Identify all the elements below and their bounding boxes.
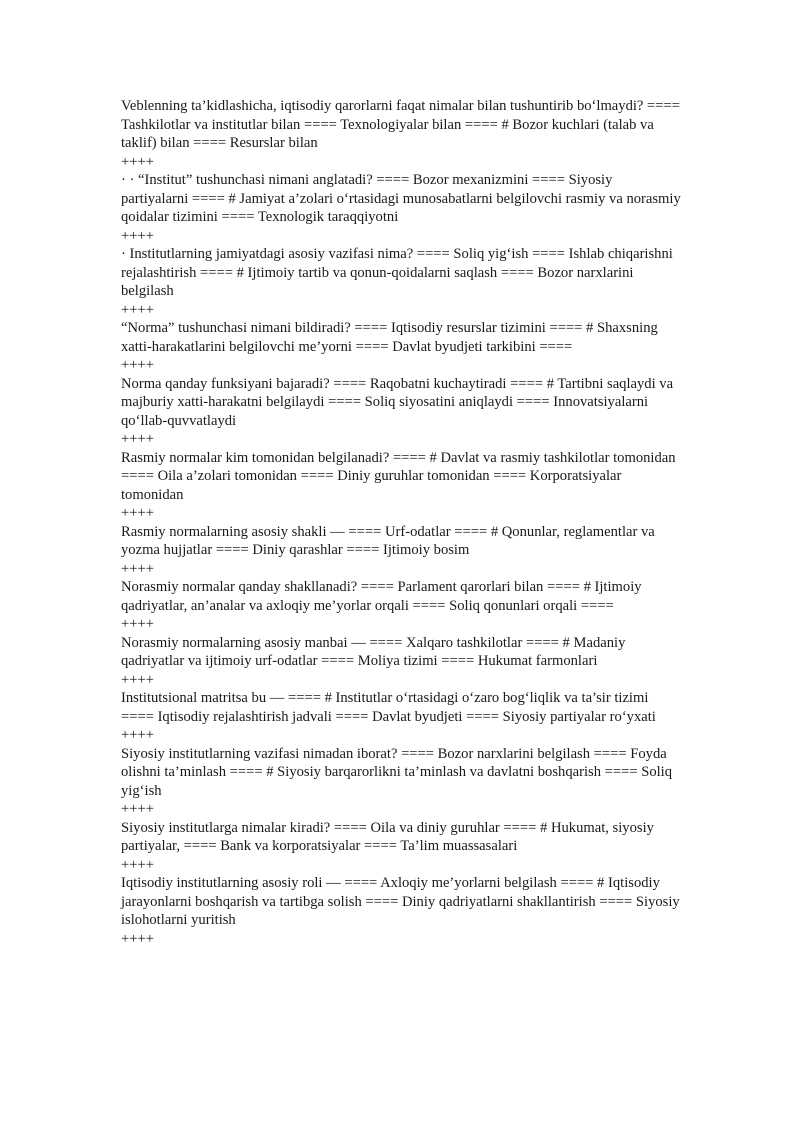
question-text: Rasmiy normalar kim tomonidan belgilanadi? ==== # Davlat va rasmiy tashkilotlar tomonidan ==== Oila a’zolari tomonidan ==== Diniy guruhlar tomonidan ==== Korporatsiyalar tomonidan: [121, 449, 676, 503]
question-text: Institutsional matritsa bu — ==== # Institutlar o‘rtasidagi o‘zaro bog‘liqlik va ta’sir tizimi ==== Iqtisodiy rejalashtirish jadvali ==== Davlat byudjeti ==== Siyosiy partiyalar ro‘yxati: [121, 690, 656, 725]
question-block-6: [121, 449, 681, 523]
question-separator: ++++: [121, 153, 154, 170]
question-block-3: [121, 245, 681, 319]
question-text: “Norma” tushunchasi nimani bildiradi? ==== Iqtisodiy resurslar tizimini ==== # Shaxsning xatti-harakatlarini belgilovchi me’yorni ==== Davlat byudjeti tarkibini ====: [121, 320, 658, 355]
question-separator: ++++: [121, 616, 154, 632]
question-block-9: [121, 634, 681, 690]
question-separator: ++++: [121, 930, 154, 947]
question-block-4: [121, 319, 681, 375]
question-block-5: [121, 375, 681, 449]
question-text: Iqtisodiy institutlarning asosiy roli — ==== Axloqiy me’yorlarni belgilash ==== # Iqtisodiy jarayonlarni boshqarish va tartibga solish ==== Diniy qadriyatlarni shakllantirish ==== Siyosiy islohotlarni yuritish: [121, 875, 680, 928]
question-separator: ++++: [121, 227, 154, 244]
question-block-11: [121, 745, 681, 819]
question-block-12: [121, 819, 681, 875]
question-separator: ++++: [121, 357, 154, 373]
question-separator: ++++: [121, 505, 154, 521]
question-text: Siyosiy institutlarga nimalar kiradi? ==== Oila va diniy guruhlar ==== # Hukumat, siyosiy partiyalar, ==== Bank va korporatsiyalar ==== Ta’lim muassasalari: [121, 819, 654, 854]
question-text: Norasmiy normalarning asosiy manbai — ==== Xalqaro tashkilotlar ==== # Madaniy qadriyatlar va ijtimoiy urf-odatlar ==== Moliya tizimi ==== Hukumat farmonlari: [121, 634, 626, 669]
question-text: Veblenning ta’kidlashicha, iqtisodiy qarorlarni faqat nimalar bilan tushuntirib bo‘lmaydi? ==== Tashkilotlar va institutlar bilan ==== Texnologiyalar bilan ==== # Bozor kuchlari (talab va taklif) bilan ==== Resurslar bilan: [121, 98, 680, 151]
question-separator: ++++: [121, 727, 154, 743]
question-block-8: [121, 578, 681, 634]
document-page: [121, 97, 681, 948]
question-block-13: [121, 874, 681, 948]
question-block-7: [121, 523, 681, 579]
question-block-2: [121, 171, 681, 245]
question-block-10: [121, 689, 681, 745]
question-separator: ++++: [121, 560, 154, 577]
question-text: Norasmiy normalar qanday shakllanadi? ==== Parlament qarorlari bilan ==== # Ijtimoiy qadriyatlar, an’analar va axloqiy me’yorlar orqali ==== Soliq qonunlari orqali ====: [121, 579, 642, 614]
question-separator: ++++: [121, 431, 154, 447]
question-separator: ++++: [121, 671, 154, 688]
question-separator: ++++: [121, 856, 154, 873]
question-separator: ++++: [121, 301, 154, 318]
question-text: Norma qanday funksiyani bajaradi? ==== Raqobatni kuchaytiradi ==== # Tartibni saqlaydi va majburiy xatti-harakatni belgilaydi ==== Soliq siyosatini aniqlaydi ==== Innovatsiyalarni qo‘llab-quvvatlaydi: [121, 375, 674, 429]
question-block-1: [121, 97, 681, 171]
question-text: · · “Institut” tushunchasi nimani anglatadi? ==== Bozor mexanizmini ==== Siyosiy partiyalarni ==== # Jamiyat a’zolari o‘rtasidagi munosabatlarni belgilovchi rasmiy va norasmiy qoidalar tizimini ==== Texnologik taraqqiyotni: [121, 172, 681, 225]
question-separator: ++++: [121, 801, 154, 817]
question-text: · Institutlarning jamiyatdagi asosiy vazifasi nima? ==== Soliq yig‘ish ==== Ishlab chiqarishni rejalashtirish ==== # Ijtimoiy tartib va qonun-qoidalarni saqlash ==== Bozor narxlarini belgilash: [121, 246, 673, 299]
question-text: Siyosiy institutlarning vazifasi nimadan iborat? ==== Bozor narxlarini belgilash ==== Foyda olishni ta’minlash ==== # Siyosiy barqarorlikni ta’minlash va davlatni boshqarish ==== Soliq yig‘ish: [121, 745, 673, 799]
question-text: Rasmiy normalarning asosiy shakli — ==== Urf-odatlar ==== # Qonunlar, reglamentlar va yozma hujjatlar ==== Diniy qarashlar ==== Ijtimoiy bosim: [121, 523, 655, 558]
